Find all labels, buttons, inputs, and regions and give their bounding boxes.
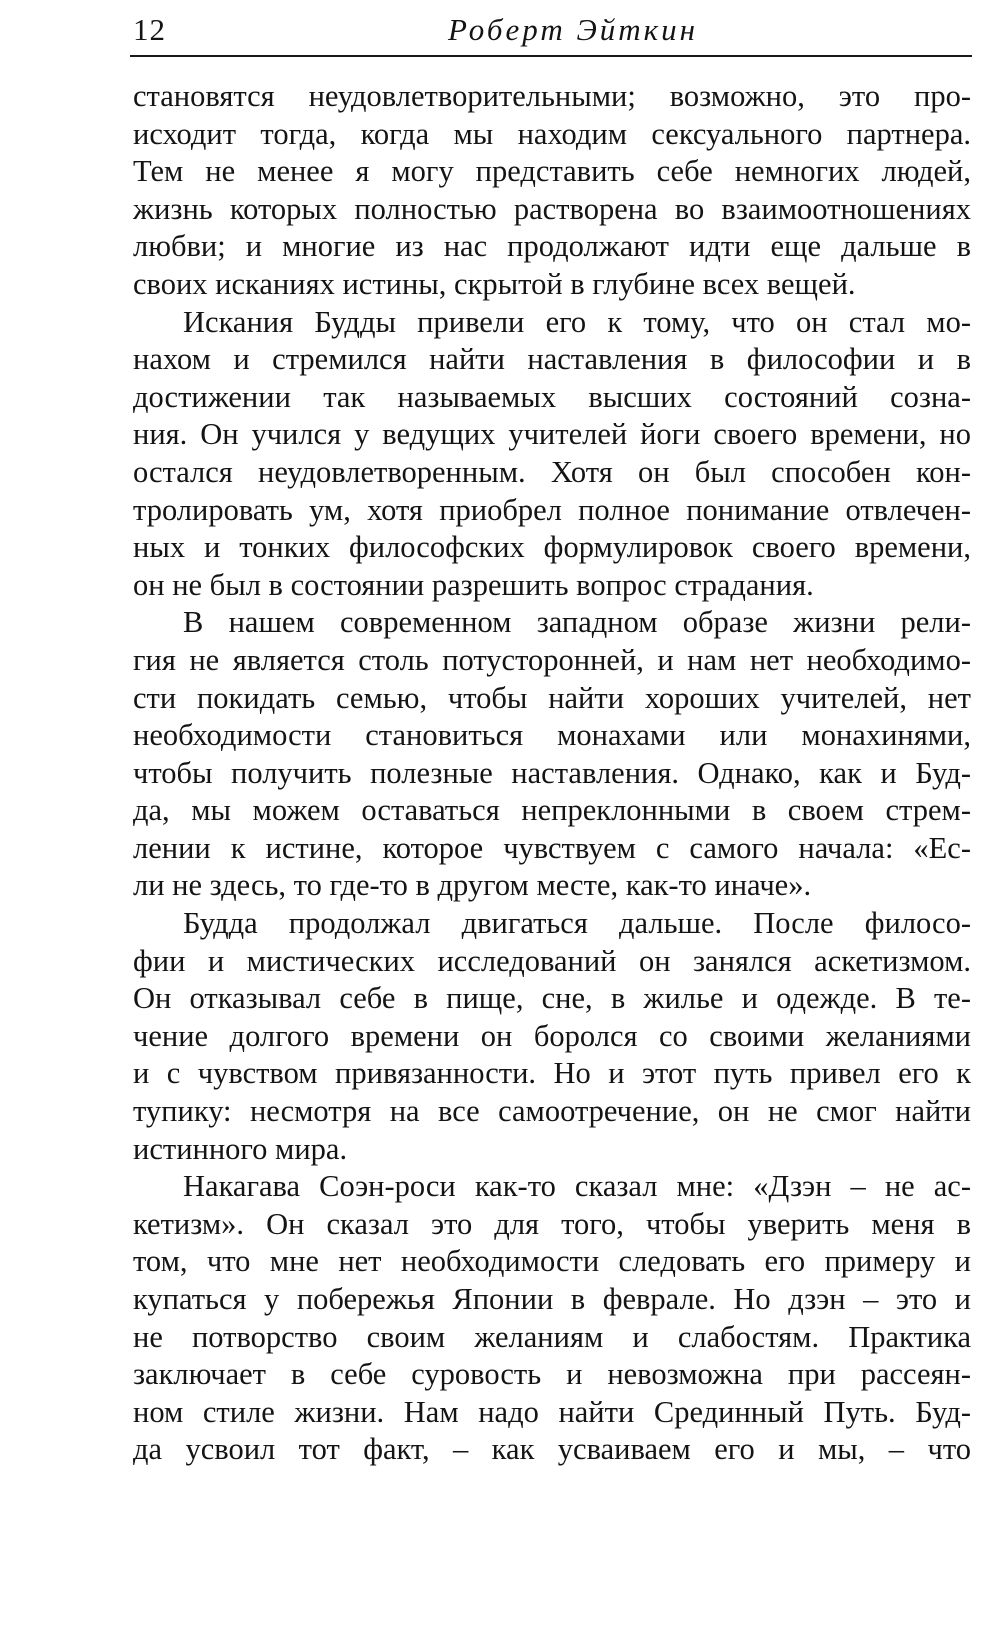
text-line: и с чувством привязанности. Но и этот путь привел его к [133,1056,971,1091]
text-line: истинного мира. [133,1131,348,1166]
body-text [133,78,971,1469]
text-line: нахом и стремился найти наставления в философии и в [133,342,971,377]
text-line: достижении так называемых высших состояний созна- [133,379,971,414]
text-line: В нашем современном западном образе жизни рели- [183,605,971,640]
text-line: остался неудовлетворенным. Хотя он был способен кон- [133,454,971,489]
paragraph [133,1168,971,1469]
text-line: чтобы получить полезные наставления. Однако, как и Буд- [133,755,971,790]
text-line: заключает в себе суровость и невозможна при рассеян- [133,1357,971,1392]
text-line: сти покидать семью, чтобы найти хороших учителей, нет [133,680,971,715]
page-header [133,8,973,52]
text-line: ном стиле жизни. Нам надо найти Срединный Путь. Буд- [133,1394,971,1429]
text-line: своих исканиях истины, скрытой в глубине всех вещей. [133,266,856,301]
page-number: 12 [133,12,166,47]
text-line: Тем не менее я могу представить себе немногих людей, [133,154,971,189]
text-line: гия не является столь потусторонней, и нам нет необходимо- [133,642,971,677]
text-line: ли не здесь, то где-то в другом месте, как-то иначе». [133,868,812,903]
text-line: Будда продолжал двигаться дальше. После филосо- [183,906,971,941]
text-line: необходимости становиться монахами или монахинями, [133,718,971,753]
text-line: жизнь которых полностью растворена во взаимоотношениях [133,191,971,226]
text-line: да, мы можем оставаться непреклонными в своем стрем- [133,793,971,828]
running-title: Роберт Эйткин [447,12,699,47]
paragraph [133,78,971,304]
text-line: том, что мне нет необходимости следовать его примеру и [133,1244,971,1279]
paragraph [133,604,971,905]
text-line: Накагава Соэн-роси как-то сказал мне: «Дзэн – не ас- [183,1169,971,1204]
header-rule [130,55,972,57]
text-line: ных и тонких философских формулировок своего времени, [133,530,971,565]
text-line: Он отказывал себе в пище, сне, в жилье и одежде. В те- [133,981,971,1016]
paragraph [133,905,971,1168]
text-line: чение долгого времени он боролся со своими желаниями [133,1018,971,1053]
text-line: он не был в состоянии разрешить вопрос страдания. [133,567,814,602]
text-line: лении к истине, которое чувствуем с самого начала: «Ес- [133,830,971,865]
text-line: кетизм». Он сказал это для того, чтобы уверить меня в [133,1206,971,1241]
text-line: да усвоил тот факт, – как усваиваем его и мы, – что [133,1432,971,1467]
text-line: любви; и многие из нас продолжают идти еще дальше в [133,229,971,264]
text-line: исходит тогда, когда мы находим сексуального партнера. [133,116,971,151]
text-line: Искания Будды привели его к тому, что он стал мо- [183,304,971,339]
text-line: купаться у побережья Японии в феврале. Но дзэн – это и [133,1282,971,1316]
text-line: тролировать ум, хотя приобрел полное понимание отвлечен- [133,492,971,527]
paragraph [133,304,971,605]
text-line: ния. Он учился у ведущих учителей йоги своего времени, но [133,417,971,452]
text-line: становятся неудовлетворительными; возможно, это про- [133,79,971,113]
text-line: тупику: несмотря на все самоотречение, он не смог найти [133,1094,971,1129]
text-line: фии и мистических исследований он занялся аскетизмом. [133,943,971,978]
text-line: не потворство своим желаниям и слабостям. Практика [133,1319,971,1354]
